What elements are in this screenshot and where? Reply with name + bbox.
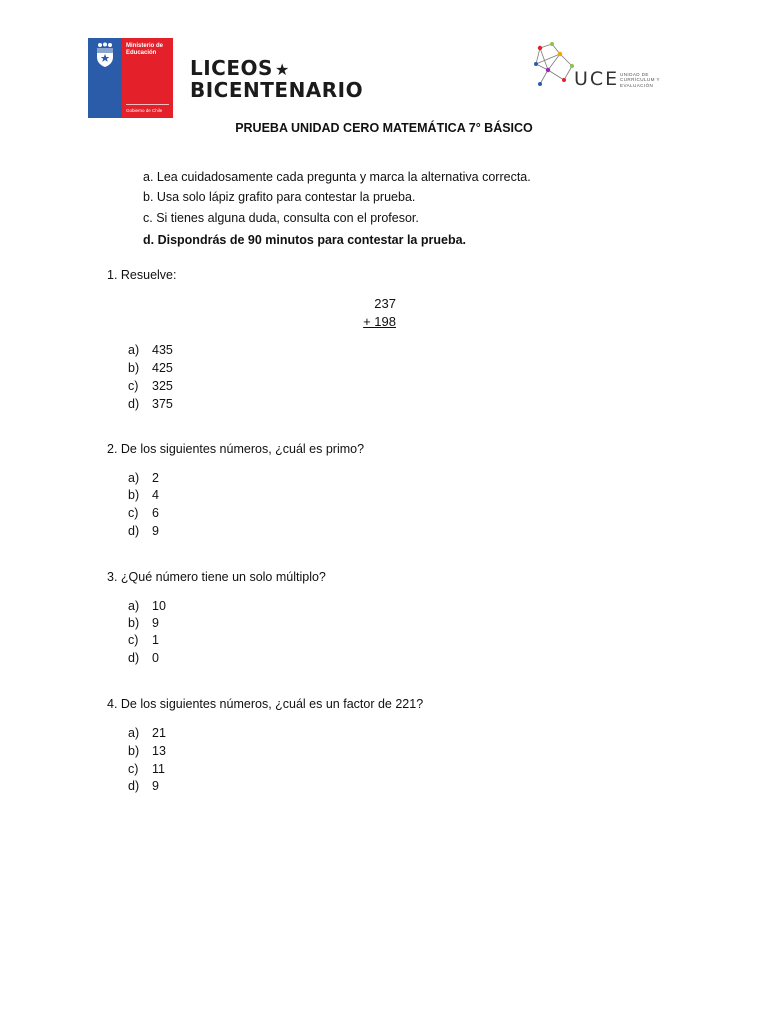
page-title: PRUEBA UNIDAD CERO MATEMÁTICA 7° BÁSICO bbox=[235, 121, 533, 135]
question-1-option-c: c) 325 bbox=[128, 379, 173, 393]
question-4-text: 4. De los siguientes números, ¿cuál es un factor de 221? bbox=[107, 697, 424, 711]
gobierno-text: Gobierno de Chile bbox=[126, 108, 163, 113]
question-3-option-d: d) 0 bbox=[128, 651, 159, 665]
question-4-option-c: c) 11 bbox=[128, 762, 165, 776]
liceos-text: LICEOS bbox=[190, 56, 273, 80]
question-1-option-a: a) 435 bbox=[128, 343, 173, 357]
uce-text: UCE bbox=[574, 68, 620, 90]
question-3-option-b: b) 9 bbox=[128, 616, 159, 630]
question-1-text: 1. Resuelve: bbox=[107, 268, 177, 282]
bicentenario-text: BICENTENARIO bbox=[190, 78, 364, 102]
question-3-option-a: a) 10 bbox=[128, 599, 166, 613]
mineduc-text: Ministerio de Educación bbox=[126, 43, 164, 56]
question-2-option-a: a) 2 bbox=[128, 471, 159, 485]
question-3-text: 3. ¿Qué número tiene un solo múltiplo? bbox=[107, 570, 326, 584]
question-4-option-d: d) 9 bbox=[128, 779, 159, 793]
question-3-option-c: c) 1 bbox=[128, 633, 159, 647]
question-4-option-b: b) 13 bbox=[128, 744, 166, 758]
question-2-option-b: b) 4 bbox=[128, 488, 159, 502]
sum-bottom-number: + 198 bbox=[363, 314, 396, 329]
uce-logo bbox=[530, 40, 670, 96]
network-graph-icon bbox=[530, 40, 578, 92]
question-1-option-b: b) 425 bbox=[128, 361, 173, 375]
question-2-option-d: d) 9 bbox=[128, 524, 159, 538]
instruction-b: b. Usa solo lápiz grafito para contestar la prueba. bbox=[143, 190, 416, 204]
instruction-d: d. Dispondrás de 90 minutos para contestar la prueba. bbox=[143, 233, 466, 247]
question-2-text: 2. De los siguientes números, ¿cuál es primo? bbox=[107, 442, 365, 456]
mineduc-logo bbox=[88, 38, 173, 118]
uce-subtitle: UNIDAD DE CURRÍCULUM Y EVALUACIÓN bbox=[620, 72, 660, 88]
question-4-option-a: a) 21 bbox=[128, 726, 166, 740]
chile-flag-red-block bbox=[122, 38, 173, 118]
instruction-c: c. Si tienes alguna duda, consulta con el profesor. bbox=[143, 211, 419, 225]
liceos-bicentenario-logo bbox=[190, 56, 364, 102]
instruction-a: a. Lea cuidadosamente cada pregunta y marca la alternativa correcta. bbox=[143, 170, 531, 184]
chile-coat-of-arms-icon bbox=[94, 42, 116, 68]
question-2-option-c: c) 6 bbox=[128, 506, 159, 520]
chile-flag-blue-block bbox=[88, 38, 122, 118]
question-1-option-d: d) 375 bbox=[128, 397, 173, 411]
sum-top-number: 237 bbox=[374, 296, 396, 311]
star-icon: ★ bbox=[274, 60, 290, 79]
